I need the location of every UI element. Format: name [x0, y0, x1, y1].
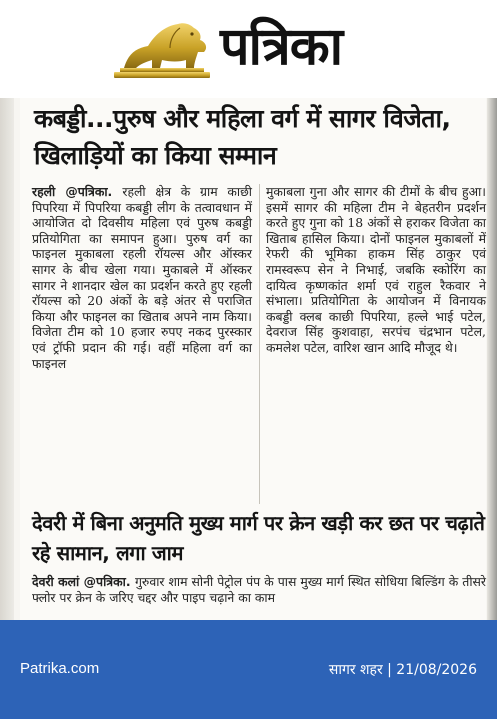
- lion-emblem-icon: [110, 18, 214, 82]
- article-headline: कबड्डी...पुरुष और महिला वर्ग में सागर विजेता, खिलाड़ियों का किया सम्मान: [34, 104, 451, 170]
- footer-bar: [0, 620, 497, 719]
- second-article-text: गुरुवार शाम सोनी पेट्रोल पंप के पास मुख्य मार्ग स्थित सोधिया बिल्डिंग के तीसरे फ्लोर पर क्रेन के जरिए चद्दर और पाइप चढ़ाने का काम: [32, 574, 486, 605]
- footer-edition-date: सागर शहर | 21/08/2026: [328, 662, 477, 678]
- article-body-right: मुकाबला गुना और सागर की टीमों के बीच हुआ। इसमें सागर की महिला टीम ने बेहतरीन प्रदर्शन करते हुए गुना को 18 अंकों से हराकर विजेता का खिताब हासिल किया। दोनों फाइनल मुकाबलों में रेफरी की भूमिका हाकम सिंह ठाकुर एवं रामस्वरूप सेन ने निभाई, जबकि स्कोरिंग का दायित्व कृष्णकांत शर्मा एवं राहुल रैकवार ने संभाला। प्रतियोगिता के आयोजन में विनायक कबड्डी क्लब काछी पिपरिया, हल्ले भाई पटेल, देवराज सिंह कुशवाहा, सरपंच चंद्रभान पटेल, कमलेश पटेल, वारिश खान आदि मौजूद थे।: [266, 184, 486, 355]
- clip-right-edge: [487, 98, 497, 620]
- newspaper-clipping: [0, 98, 497, 620]
- article-paper: [20, 98, 486, 620]
- second-article-dateline: देवरी कलां @पत्रिका.: [32, 574, 135, 589]
- footer-site-link[interactable]: Patrika.com: [20, 660, 100, 677]
- column-divider: [259, 184, 260, 504]
- article-dateline: रहली @पत्रिका.: [32, 184, 123, 199]
- article-column-left: [32, 184, 252, 371]
- second-article-body: [32, 574, 486, 605]
- clip-left-edge: [0, 98, 14, 620]
- article-body-left: रहली क्षेत्र के ग्राम काछी पिपरिया में पिपरिया कबड्डी लीग के तत्वावधान में आयोजित दो दिवसीय महिला एवं पुरुष कबड्डी प्रतियोगिता का समापन हुआ। पुरुष वर्ग का फाइनल मुकाबला रहली रॉयल्स और ऑस्कर सागर के बीच खेला गया। मुकाबले में ऑस्कर सागर ने शानदार खेल का प्रदर्शन करते हुए रहली रॉयल्स को 20 अंकों के बड़े अंतर से पराजित किया और फाइनल का खिताब अपने नाम किया। विजेता टीम को 10 हजार रुपए नकद पुरस्कार एवं ट्रॉफी प्रदान की गई। वहीं महिला वर्ग का फाइनल: [32, 184, 252, 371]
- article-column-right: [266, 184, 486, 356]
- masthead: [0, 0, 497, 98]
- brand-logo-text: पत्रिका: [220, 17, 343, 77]
- second-article-headline: देवरी में बिना अनुमति मुख्य मार्ग पर क्रेन खड़ी कर छत पर चढ़ाते रहे सामान, लगा जाम: [32, 511, 485, 565]
